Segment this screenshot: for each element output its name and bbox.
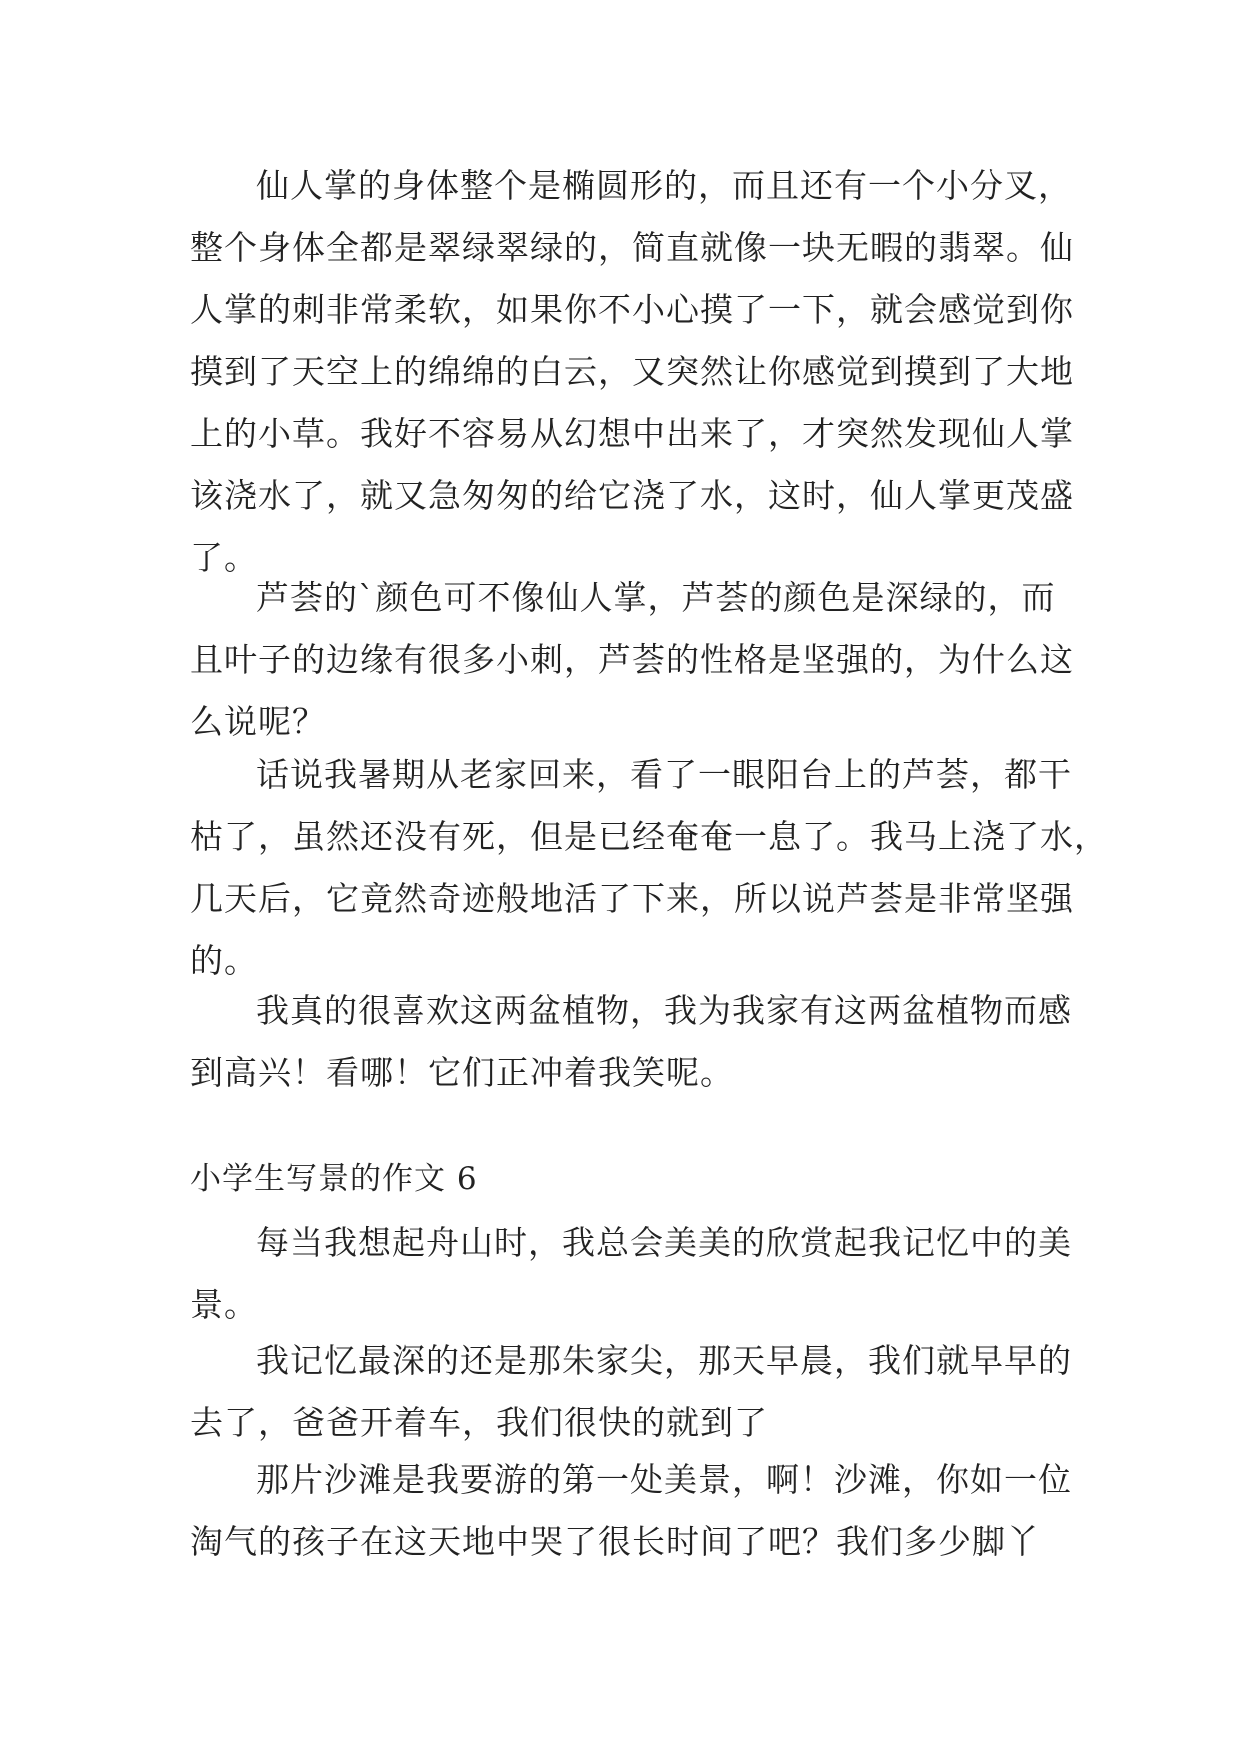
text-line: 那片沙滩是我要游的第一处美景，啊！沙滩，你如一位 (256, 1460, 1072, 1499)
paragraph-conclusion (190, 980, 1070, 1104)
section-heading-block (190, 1148, 1070, 1210)
text-line: 人掌的刺非常柔软，如果你不小心摸了一下，就会感觉到你 (190, 290, 1074, 329)
paragraph-cactus (190, 155, 1074, 589)
text-line: 每当我想起舟山时，我总会美美的欣赏起我记忆中的美 (256, 1223, 1072, 1262)
paragraph-aloe-color (190, 567, 1074, 753)
text-line: 枯了，虽然还没有死，但是已经奄奄一息了。我马上浇了水， (190, 817, 1108, 856)
paragraph-aloe-story (190, 744, 1108, 992)
paragraph-zhoushan (190, 1212, 1070, 1336)
text-line: 淘气的孩子在这天地中哭了很长时间了吧？我们多少脚丫 (190, 1522, 1040, 1561)
paragraph-zhujiajian (190, 1330, 1070, 1454)
text-line: 的。 (190, 941, 258, 980)
text-line: 么说呢？ (190, 702, 326, 741)
text-line: 该浇水了，就又急匆匆的给它浇了水，这时，仙人掌更茂盛 (190, 476, 1074, 515)
text-line: 几天后，它竟然奇迹般地活了下来，所以说芦荟是非常坚强 (190, 879, 1074, 918)
text-line: 摸到了天空上的绵绵的白云，又突然让你感觉到摸到了大地 (190, 352, 1074, 391)
text-line: 上的小草。我好不容易从幻想中出来了，才突然发现仙人掌 (190, 414, 1074, 453)
section-title: 小学生写景的作文 6 (190, 1161, 478, 1197)
text-line: 整个身体全都是翠绿翠绿的，简直就像一块无暇的翡翠。仙 (190, 228, 1074, 267)
text-line: 芦荟的`颜色可不像仙人掌，芦荟的颜色是深绿的，而 (256, 578, 1056, 617)
text-line: 且叶子的边缘有很多小刺，芦荟的性格是坚强的，为什么这 (190, 640, 1074, 679)
text-line: 我记忆最深的还是那朱家尖，那天早晨，我们就早早的 (256, 1341, 1072, 1380)
text-line: 仙人掌的身体整个是椭圆形的，而且还有一个小分叉， (256, 166, 1072, 205)
text-line: 景。 (190, 1285, 258, 1324)
text-line: 话说我暑期从老家回来，看了一眼阳台上的芦荟，都干 (256, 755, 1072, 794)
text-line: 到高兴！看哪！它们正冲着我笑呢。 (190, 1053, 734, 1092)
text-line: 了。 (190, 538, 258, 577)
text-line: 我真的很喜欢这两盆植物，我为我家有这两盆植物而感 (256, 991, 1072, 1030)
text-line: 去了，爸爸开着车，我们很快的就到了 (190, 1403, 768, 1442)
paragraph-beach (190, 1449, 1070, 1573)
